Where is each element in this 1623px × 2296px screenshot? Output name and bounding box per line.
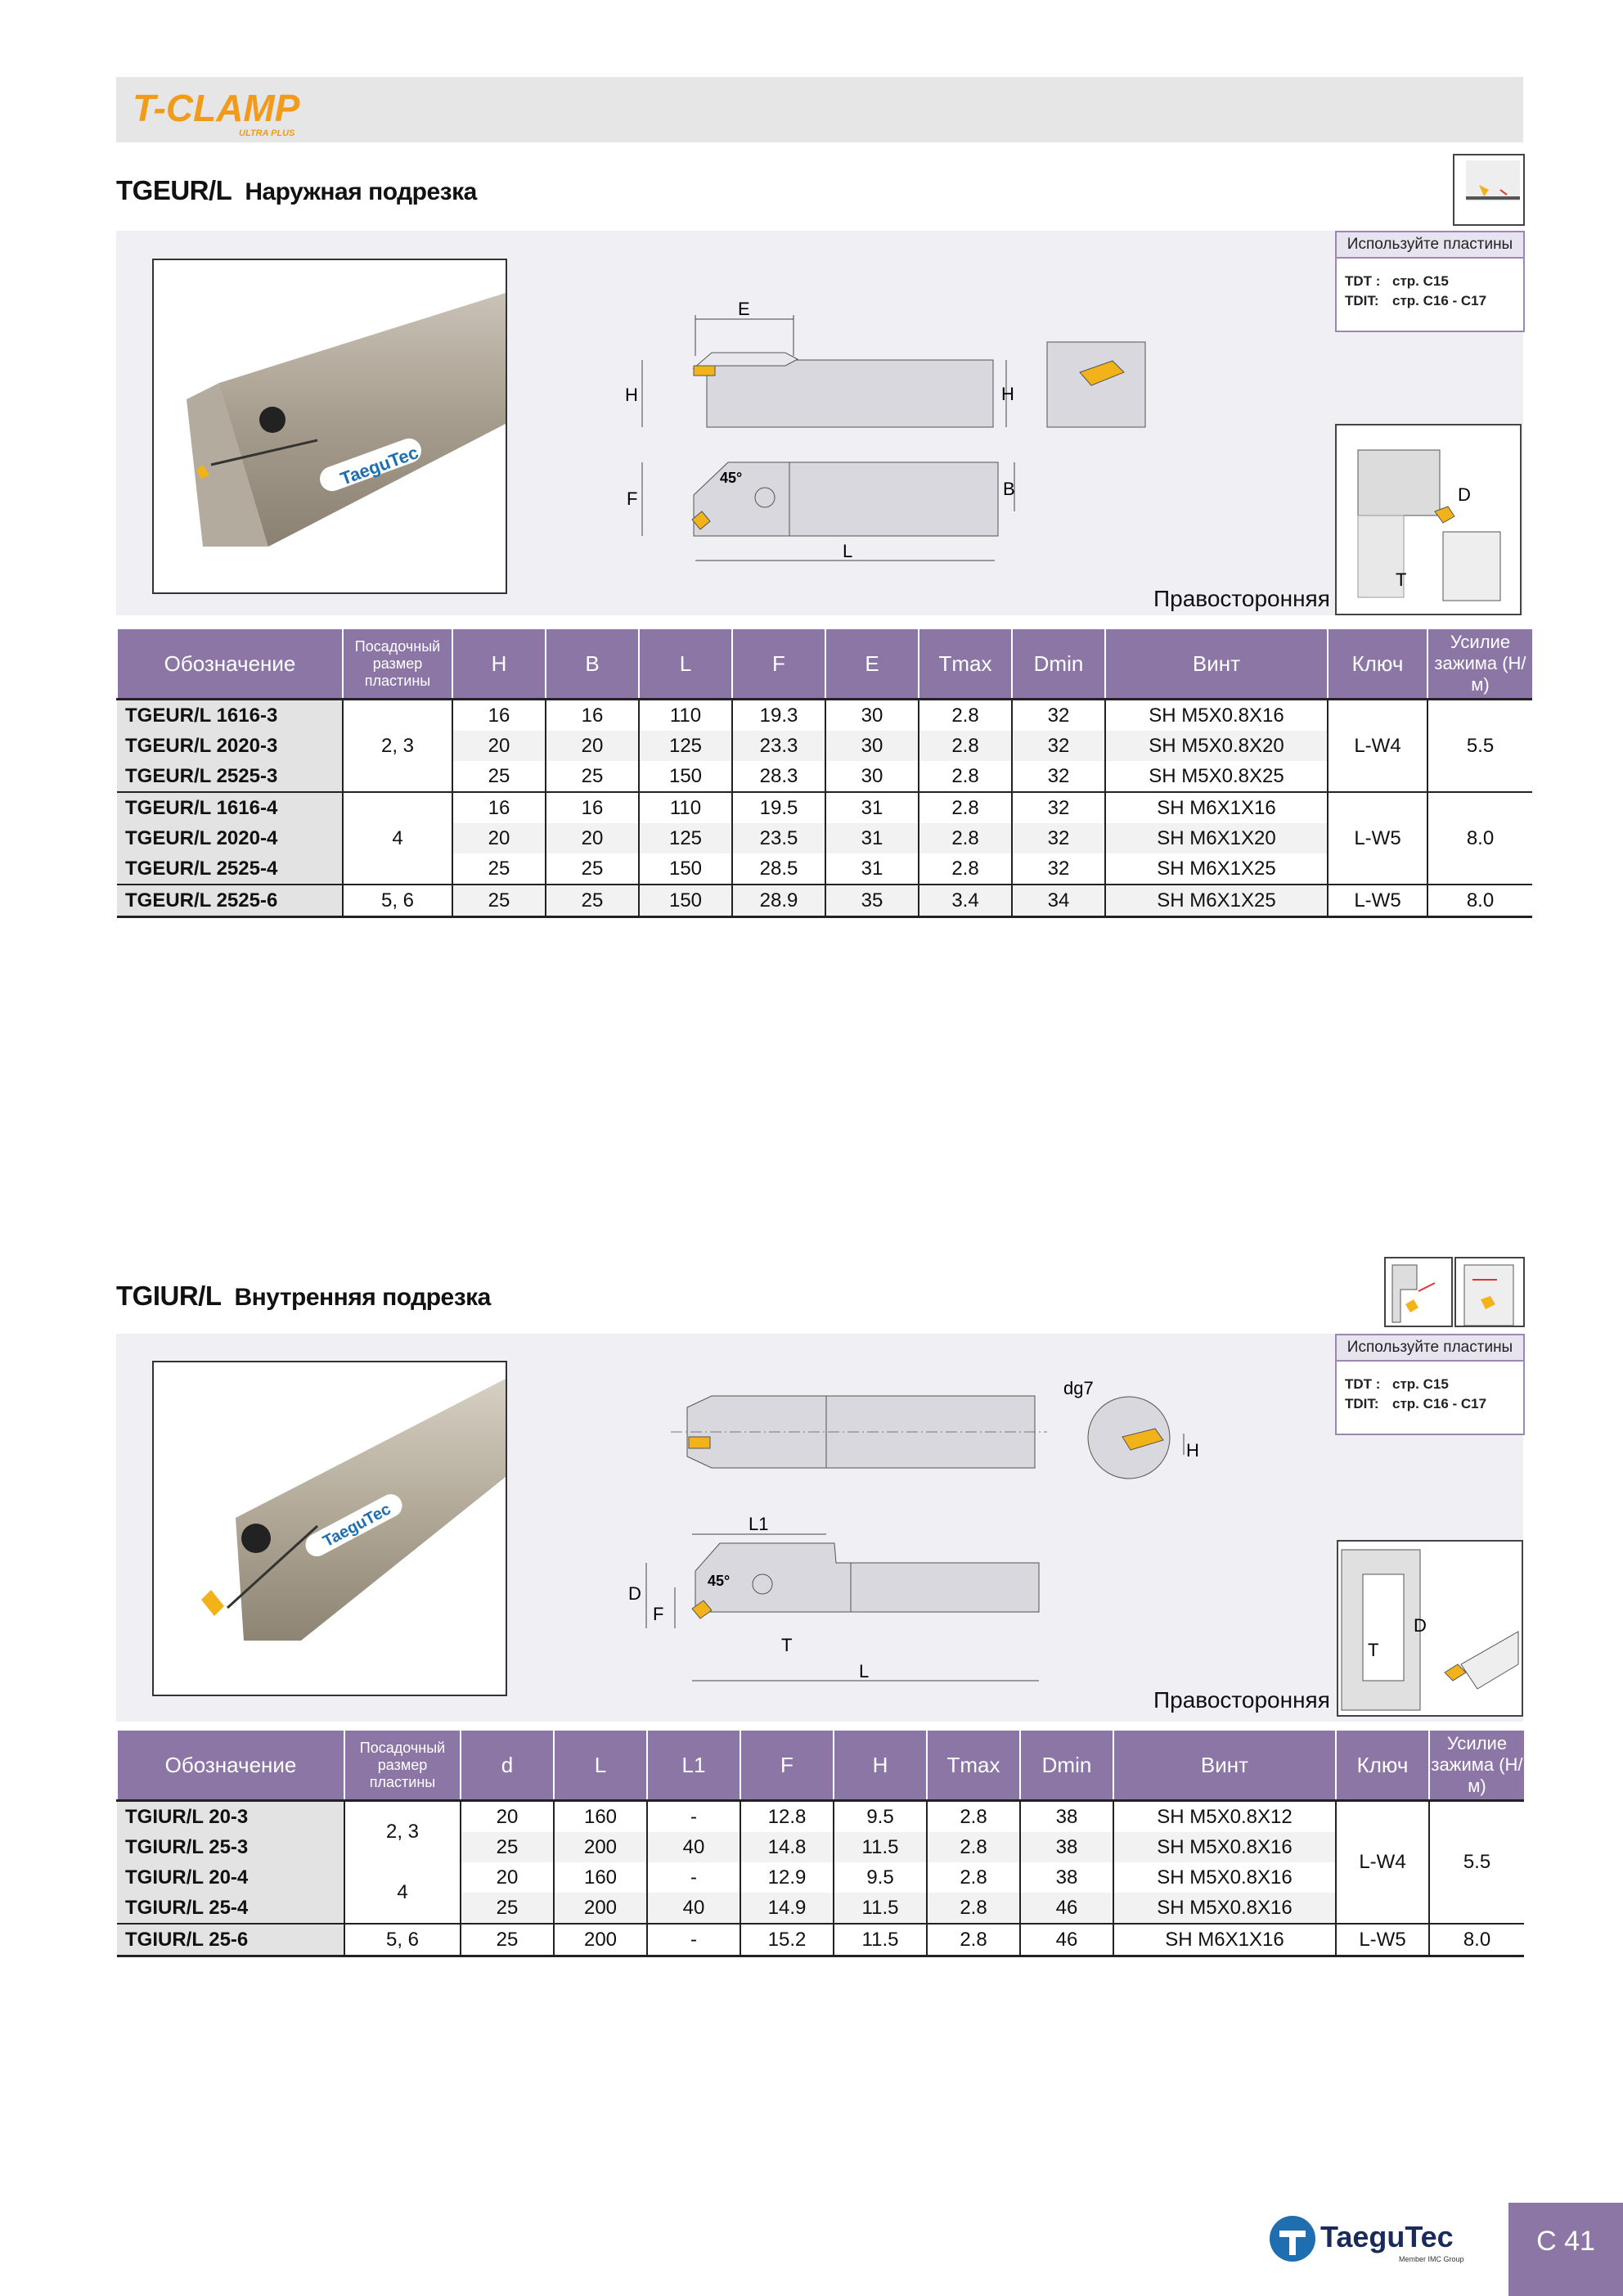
table-cell: 23.5 (732, 823, 825, 853)
table-cell: SH M5X0.8X16 (1113, 1893, 1336, 1924)
external-grooving-icon (1453, 154, 1525, 226)
angle-label: 45° (708, 1573, 731, 1589)
table-row (117, 885, 1532, 917)
table-cell: 4 (343, 792, 452, 885)
table-cell: 25 (546, 885, 639, 917)
table-cell: 12.8 (740, 1801, 834, 1833)
table-row (117, 1893, 1524, 1924)
table-row (117, 853, 1532, 885)
table-cell: SH M5X0.8X16 (1113, 1832, 1336, 1862)
dim-t-label: T (781, 1635, 793, 1655)
footer-brand-sub: Member IMC Group (1399, 2255, 1464, 2263)
table-cell: 9.5 (834, 1801, 927, 1833)
table-cell: TGIUR/L 25-4 (117, 1893, 344, 1924)
section2-drawing (622, 1366, 1243, 1694)
table-row (117, 1832, 1524, 1862)
table-row (117, 761, 1532, 792)
table-cell: L-W5 (1328, 885, 1427, 917)
table-cell: 2, 3 (343, 700, 452, 793)
diagram-d-label: D (1414, 1615, 1427, 1636)
dim-l1-label: L1 (749, 1514, 769, 1534)
col-header: Dmin (1012, 629, 1105, 700)
table-cell: 2.8 (919, 700, 1012, 732)
table-cell: 25 (461, 1893, 554, 1924)
table-cell: 25 (452, 853, 546, 885)
table-cell: 125 (639, 823, 732, 853)
table-cell: 46 (1020, 1893, 1113, 1924)
table-cell: 110 (639, 792, 732, 823)
col-header: L (554, 1731, 647, 1801)
dim-l-label: L (843, 541, 853, 561)
table-cell: 200 (554, 1924, 647, 1956)
table-cell: 5.5 (1429, 1801, 1524, 1925)
table-row (117, 700, 1532, 732)
table-cell: SH M6X1X20 (1105, 823, 1328, 853)
table-cell: TGEUR/L 2525-3 (117, 761, 343, 792)
section1-drawing (622, 299, 1178, 577)
table-cell: 2.8 (927, 1801, 1020, 1833)
col-header: B (546, 629, 639, 700)
table-cell: 2.8 (927, 1893, 1020, 1924)
table-cell: L-W4 (1336, 1801, 1429, 1925)
table-cell: 28.5 (732, 853, 825, 885)
insert-line: TDIT: стр. C16 - C17 (1345, 1396, 1487, 1411)
dim-e-label: E (738, 299, 750, 319)
table-cell: 20 (461, 1801, 554, 1833)
section2-inserts-box (1335, 1334, 1525, 1435)
col-header: Посадочный размер пластины (343, 629, 452, 700)
section2-side-label: Правосторонняя (1153, 1687, 1330, 1713)
col-header: F (732, 629, 825, 700)
table-cell: L-W4 (1328, 700, 1427, 793)
dim-h-label: H (1186, 1440, 1199, 1461)
table-cell: 25 (546, 853, 639, 885)
table-cell: 32 (1012, 792, 1105, 823)
table-cell: 150 (639, 885, 732, 917)
table-cell: SH M6X1X25 (1105, 885, 1328, 917)
table-cell: 15.2 (740, 1924, 834, 1956)
photo-brand-text: TaeguTec (320, 1500, 394, 1551)
table-cell: 160 (554, 1862, 647, 1893)
table-cell: 35 (825, 885, 919, 917)
table-cell: 8.0 (1427, 792, 1532, 885)
table-header-row (117, 1731, 1524, 1801)
col-header: Ключ (1336, 1731, 1429, 1801)
dim-h-label: H (625, 385, 638, 405)
table-cell: 38 (1020, 1801, 1113, 1833)
table-cell: TGEUR/L 2525-4 (117, 853, 343, 885)
table-cell: 2, 3 (344, 1801, 461, 1863)
inserts-header: Используйте пластины (1337, 1335, 1523, 1362)
table-cell: 20 (452, 731, 546, 761)
table-cell: 2.8 (927, 1832, 1020, 1862)
internal-grooving-icon (1384, 1257, 1453, 1327)
diagram-t-label: T (1396, 569, 1407, 590)
col-header: H (834, 1731, 927, 1801)
table-cell: TGIUR/L 20-3 (117, 1801, 344, 1833)
table-cell: TGEUR/L 2020-3 (117, 731, 343, 761)
table-cell: TGEUR/L 1616-3 (117, 700, 343, 732)
col-header: L1 (647, 1731, 740, 1801)
table-cell: 150 (639, 853, 732, 885)
table-cell: 30 (825, 761, 919, 792)
table-row (117, 731, 1532, 761)
table-cell: 20 (546, 823, 639, 853)
table-cell: 8.0 (1429, 1924, 1524, 1956)
logo-sub: ULTRA PLUS (239, 128, 295, 138)
table-cell: 19.5 (732, 792, 825, 823)
col-header: Обозначение (117, 629, 343, 700)
table-cell: 12.9 (740, 1862, 834, 1893)
insert-line: TDIT: стр. C16 - C17 (1345, 293, 1487, 308)
table-cell: TGIUR/L 20-4 (117, 1862, 344, 1893)
table-cell: SH M6X1X16 (1113, 1924, 1336, 1956)
table-cell: 31 (825, 853, 919, 885)
table-cell: SH M5X0.8X25 (1105, 761, 1328, 792)
table-cell: SH M5X0.8X20 (1105, 731, 1328, 761)
table-cell: L-W5 (1336, 1924, 1429, 1956)
logo-text: T-CLAMP (133, 87, 300, 129)
table-row (117, 1801, 1524, 1833)
section2-title (116, 1281, 491, 1312)
table-cell: 16 (452, 700, 546, 732)
table-cell: - (647, 1862, 740, 1893)
table-cell: 32 (1012, 731, 1105, 761)
table-cell: 40 (647, 1832, 740, 1862)
table-cell: 40 (647, 1893, 740, 1924)
col-header: Винт (1105, 629, 1328, 700)
table-cell: 5, 6 (343, 885, 452, 917)
table-cell: 11.5 (834, 1924, 927, 1956)
table-cell: 2.8 (919, 792, 1012, 823)
dim-h2-label: H (1001, 384, 1014, 404)
table-cell: 2.8 (919, 731, 1012, 761)
col-header: Посадочный размер пластины (344, 1731, 461, 1801)
inserts-header: Используйте пластины (1337, 232, 1523, 259)
dim-f-label: F (627, 488, 638, 509)
t-clamp-logo (131, 82, 335, 141)
dim-dg7-label: dg7 (1063, 1378, 1094, 1398)
table-row (117, 792, 1532, 823)
table-cell: - (647, 1801, 740, 1833)
table-cell: - (647, 1924, 740, 1956)
col-header: E (825, 629, 919, 700)
section2-table (116, 1731, 1524, 1957)
table-cell: 2.8 (927, 1862, 1020, 1893)
table-cell: 5, 6 (344, 1924, 461, 1956)
table-cell: 20 (452, 823, 546, 853)
table-cell: 5.5 (1427, 700, 1532, 793)
insert-line: TDT : стр. C15 (1345, 1376, 1449, 1392)
table-cell: 9.5 (834, 1862, 927, 1893)
col-header: Усилие зажима (Н/м) (1427, 629, 1532, 700)
col-header: d (461, 1731, 554, 1801)
table-cell: 31 (825, 792, 919, 823)
dim-b-label: B (1003, 479, 1015, 499)
table-cell: 160 (554, 1801, 647, 1833)
col-header: F (740, 1731, 834, 1801)
table-cell: 38 (1020, 1862, 1113, 1893)
table-cell: 125 (639, 731, 732, 761)
table-cell: TGEUR/L 2525-6 (117, 885, 343, 917)
table-cell: 28.9 (732, 885, 825, 917)
section1-subtitle: Наружная подрезка (245, 178, 477, 205)
table-cell: 32 (1012, 761, 1105, 792)
table-cell: 4 (344, 1862, 461, 1924)
table-cell: 16 (452, 792, 546, 823)
insert-line: TDT : стр. C15 (1345, 273, 1449, 289)
col-header: Винт (1113, 1731, 1336, 1801)
taegutec-logo (1268, 2209, 1489, 2267)
table-cell: 150 (639, 761, 732, 792)
dim-d-label: D (628, 1583, 641, 1604)
table-header-row (117, 629, 1532, 700)
table-cell: 38 (1020, 1832, 1113, 1862)
col-header: Tmax (919, 629, 1012, 700)
table-cell: SH M5X0.8X16 (1105, 700, 1328, 732)
table-cell: 19.3 (732, 700, 825, 732)
dim-f-label: F (653, 1604, 664, 1624)
table-cell: 25 (452, 885, 546, 917)
table-cell: SH M6X1X16 (1105, 792, 1328, 823)
table-cell: 25 (452, 761, 546, 792)
table-cell: 34 (1012, 885, 1105, 917)
table-cell: 2.8 (919, 853, 1012, 885)
col-header: Усилие зажима (Н/м) (1429, 1731, 1524, 1801)
col-header: Ключ (1328, 629, 1427, 700)
table-cell: 25 (546, 761, 639, 792)
section1-side-label: Правосторонняя (1153, 586, 1330, 611)
col-header: Обозначение (117, 1731, 344, 1801)
table-cell: 11.5 (834, 1832, 927, 1862)
table-cell: 3.4 (919, 885, 1012, 917)
table-cell: SH M6X1X25 (1105, 853, 1328, 885)
table-cell: 30 (825, 700, 919, 732)
table-cell: 14.9 (740, 1893, 834, 1924)
table-cell: 25 (461, 1924, 554, 1956)
table-cell: 2.8 (927, 1924, 1020, 1956)
table-cell: 200 (554, 1832, 647, 1862)
table-cell: L-W5 (1328, 792, 1427, 885)
table-row (117, 823, 1532, 853)
footer-brand: TaeguTec (1320, 2220, 1454, 2253)
section2-tool-photo (152, 1361, 507, 1696)
table-cell: 8.0 (1427, 885, 1532, 917)
table-cell: SH M5X0.8X16 (1113, 1862, 1336, 1893)
table-row (117, 1862, 1524, 1893)
col-header: L (639, 629, 732, 700)
angle-label: 45° (720, 470, 743, 486)
table-cell: 20 (461, 1862, 554, 1893)
section1-code: TGEUR/L (116, 175, 232, 205)
table-cell: TGIUR/L 25-6 (117, 1924, 344, 1956)
table-cell: TGEUR/L 1616-4 (117, 792, 343, 823)
table-cell: 32 (1012, 700, 1105, 732)
section2-subtitle: Внутренняя подрезка (234, 1284, 491, 1311)
page-number: C 41 (1508, 2203, 1623, 2296)
table-cell: 31 (825, 823, 919, 853)
section1-table (116, 629, 1532, 918)
table-cell: 20 (546, 731, 639, 761)
section2-application-diagram (1337, 1540, 1523, 1717)
table-cell: 32 (1012, 853, 1105, 885)
section1-tool-photo (152, 259, 507, 594)
col-header: Dmin (1020, 1731, 1113, 1801)
table-cell: 11.5 (834, 1893, 927, 1924)
col-header: H (452, 629, 546, 700)
table-cell: 32 (1012, 823, 1105, 853)
table-cell: 30 (825, 731, 919, 761)
table-cell: 16 (546, 700, 639, 732)
table-cell: TGIUR/L 25-3 (117, 1832, 344, 1862)
dim-l-label: L (859, 1661, 870, 1681)
section2-code: TGIUR/L (116, 1281, 222, 1311)
diagram-d-label: D (1458, 484, 1471, 505)
photo-brand-text: TaeguTec (337, 442, 421, 489)
table-cell: 14.8 (740, 1832, 834, 1862)
table-cell: 28.3 (732, 761, 825, 792)
table-cell: SH M5X0.8X12 (1113, 1801, 1336, 1833)
table-cell: TGEUR/L 2020-4 (117, 823, 343, 853)
table-cell: 25 (461, 1832, 554, 1862)
table-cell: 23.3 (732, 731, 825, 761)
table-row (117, 1924, 1524, 1956)
table-cell: 2.8 (919, 761, 1012, 792)
table-cell: 110 (639, 700, 732, 732)
section1-title (116, 175, 477, 206)
table-cell: 2.8 (919, 823, 1012, 853)
diagram-t-label: T (1368, 1640, 1379, 1660)
col-header: Tmax (927, 1731, 1020, 1801)
table-cell: 46 (1020, 1924, 1113, 1956)
section1-inserts-box (1335, 231, 1525, 332)
section1-application-diagram (1335, 424, 1522, 615)
table-cell: 200 (554, 1893, 647, 1924)
internal-facing-icon (1454, 1257, 1525, 1327)
table-cell: 16 (546, 792, 639, 823)
